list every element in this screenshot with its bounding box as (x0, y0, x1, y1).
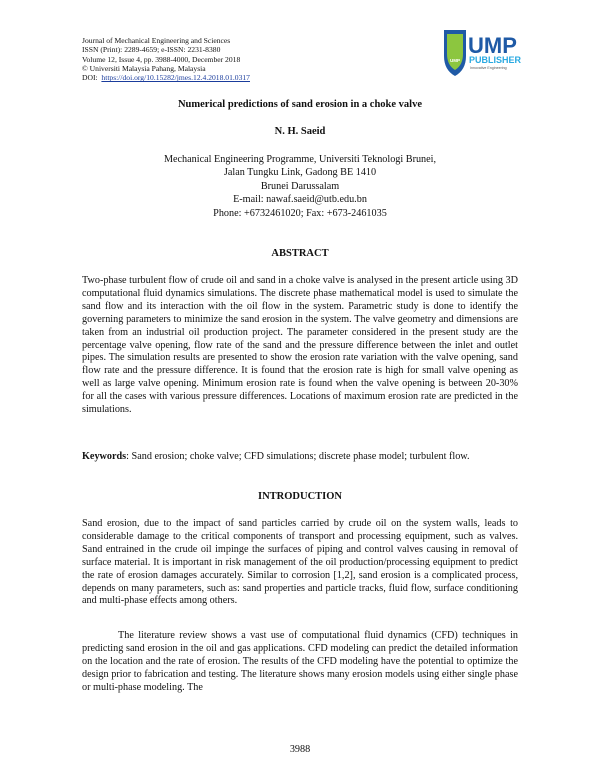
affiliation-line: Mechanical Engineering Programme, Universiti Teknologi Brunei, (163, 154, 437, 165)
keywords-label: Keywords (82, 451, 127, 462)
affiliation-email: E-mail: nawaf.saeid@utb.edu.bn (233, 194, 367, 206)
abstract-heading: ABSTRACT (271, 248, 329, 259)
journal-doi (82, 73, 412, 82)
doi-link[interactable]: https://doi.org/10.15282/jmes.12.4.2018.01.0317 (101, 73, 250, 83)
paper-author: N. H. Saeid (274, 126, 326, 137)
doi-label: DOI: (82, 73, 98, 83)
logo-badge: UMP (450, 58, 460, 63)
journal-header (82, 36, 412, 82)
introduction-paragraph-1: Sand erosion, due to the impact of sand particles carried by crude oil on the system walls, leads to considerable damage to the critical components of transport and processing equipment, such as valves. Sand entrained in the crude oil impinge the surfaces of piping and control valves causing in removal of surface material. It is important in risk management of the oil production/processing equipment to predict the rate of erosion damages accurately. Similar to corrosion [1,2], sand erosion is a complicated process, depends on many parameters, such as: sand properties and particle tracks, fluid flow, surface conditioning and multi-phase effects among others. (82, 518, 518, 607)
abstract-text: Two-phase turbulent flow of crude oil and sand in a choke valve is analysed in the present article using 3D computational fluid dynamics simulations. The discrete phase mathematical model is used to simulate the sand flow and its interaction with the oil flow in the system. Parametric study is done to identify the governing parameters to minimize the sand erosion in the system. The valve geometry and dimensions are taken from an industrial oil production project. The parameter considered in the present study are the percentage valve opening, flow rate of the sand and the pressure difference between the inlet and outlet pipes. The simulation results are presented to show the erosion rate variation with the valve opening, sand flow rate and the pressure difference. It is found that the erosion rate is high for small valve opening as well as large valve opening. Minimum erosion rate is found when the valve opening is between 20-30% for all the cases with various pressure differences. Locations of maximum erosion rate are predicted in the simulations. (82, 275, 518, 416)
introduction-paragraph-2: The literature review shows a vast use of computational fluid dynamics (CFD) techniques in predicting sand erosion in the oil and gas applications. CFD modeling can predict the detailed information on the location and the rate of erosion. The results of the CFD modeling have the potential to optimize the design prior to fabrication and testing. The literature shows many erosion models using either single phase or multi-phase modeling. The (82, 630, 518, 693)
affiliation-line: Brunei Darussalam (260, 180, 340, 192)
journal-copyright: © Universiti Malaysia Pahang, Malaysia (82, 63, 206, 73)
journal-volume: Volume 12, Issue 4, pp. 3988-4000, December 2018 (82, 54, 241, 64)
keywords-text: : Sand erosion; choke valve; CFD simulations; discrete phase model; turbulent flow. (126, 451, 470, 462)
author-affiliation (0, 153, 600, 220)
journal-issn: ISSN (Print): 2289-4659; e-ISSN: 2231-8380 (82, 45, 221, 55)
keywords (82, 451, 518, 464)
journal-name: Journal of Mechanical Engineering and Sciences (82, 36, 231, 45)
logo-name: UMP (468, 33, 517, 58)
introduction-heading: INTRODUCTION (257, 491, 342, 502)
ump-publisher-logo (440, 26, 530, 78)
logo-tagline: Innovative Engineering (470, 66, 507, 70)
paper-title: Numerical predictions of sand erosion in a choke valve (177, 99, 423, 110)
page-number: 3988 (289, 744, 311, 755)
affiliation-phone: Phone: +6732461020; Fax: +673-2461035 (213, 207, 387, 219)
affiliation-line: Jalan Tungku Link, Gadong BE 1410 (223, 167, 377, 179)
logo-publisher: PUBLISHER (469, 55, 522, 65)
